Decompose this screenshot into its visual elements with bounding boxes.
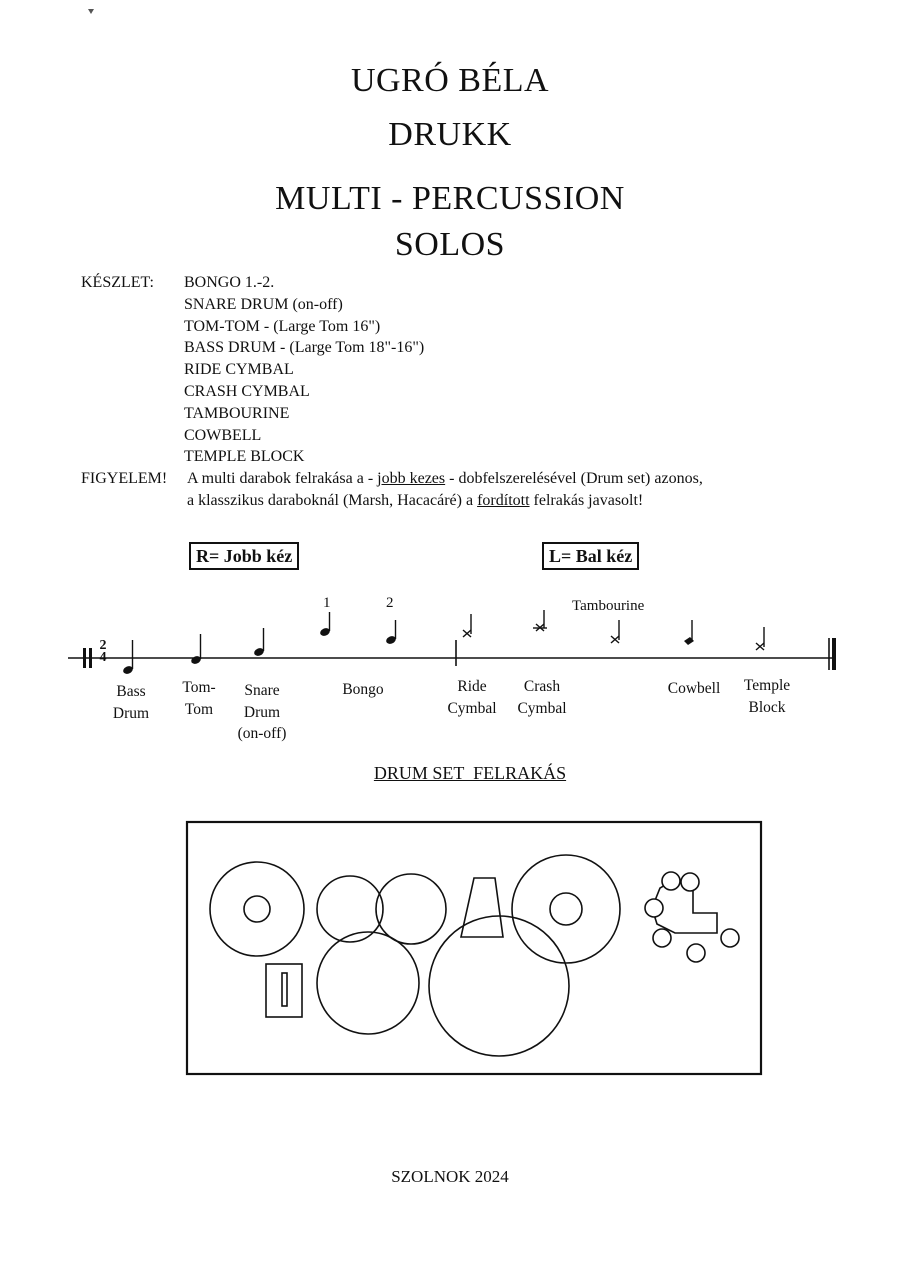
- diagram-frame: [187, 822, 761, 1074]
- subtitle-line-2: SOLOS: [394, 226, 506, 263]
- note-text: - dobfelszerelésével (Drum set) azonos,: [445, 470, 703, 487]
- snare-stand-shape: [266, 964, 302, 1017]
- note-temple-block: [756, 627, 764, 650]
- bongo-number-2: 2: [386, 595, 394, 611]
- note-text: felrakás javasolt!: [529, 492, 644, 509]
- crash-cymbal-bell-shape: [550, 893, 582, 925]
- label-bongo: Bongo: [342, 681, 384, 698]
- composer-name: UGRÓ BÉLA: [350, 62, 550, 99]
- bongo-2-shape: [376, 874, 446, 944]
- ride-cymbal-shape: [210, 862, 304, 956]
- tambourine-jingle: [687, 944, 705, 962]
- bongo-number-1: 1: [323, 595, 331, 611]
- note-bongo-2: [385, 620, 397, 645]
- setup-label: KÉSZLET:: [81, 274, 154, 291]
- note-label: FIGYELEM!: [81, 470, 168, 487]
- label-crash-cymbal: Crash Cymbal: [517, 678, 567, 717]
- percussion-staff: [0, 590, 900, 680]
- note-line-2: [187, 490, 643, 512]
- drum-set-heading: DRUM SET FELRAKÁS: [373, 763, 567, 783]
- subtitle-line-1: MULTI - PERCUSSION: [275, 180, 625, 217]
- time-signature-bottom: 4: [99, 650, 107, 665]
- tambourine-jingle: [721, 929, 739, 947]
- note-tom-tom: [190, 634, 202, 665]
- tambourine-jingle: [662, 872, 680, 890]
- tambourine-jingle: [645, 899, 663, 917]
- setup-item: TAMBOURINE: [184, 404, 290, 422]
- crash-cymbal-shape: [512, 855, 620, 963]
- setup-item: BONGO 1.-2.: [184, 274, 275, 291]
- note-bongo-1: [319, 612, 331, 637]
- note-snare-drum: [253, 628, 265, 657]
- tambourine-jingle: [681, 873, 699, 891]
- ride-cymbal-bell-shape: [244, 896, 270, 922]
- snare-slot-shape: [282, 973, 287, 1006]
- cowbell-shape: [461, 878, 503, 937]
- piece-title: DRUKK: [388, 116, 512, 153]
- tambourine-jingle: [653, 929, 671, 947]
- note-emphasis: jobb kezes: [377, 470, 446, 487]
- tambourine-label: Tambourine: [572, 598, 645, 614]
- note-cowbell: [684, 620, 694, 645]
- note-emphasis: fordított: [477, 492, 530, 509]
- note-crash-cymbal: [533, 610, 547, 631]
- drum-set-diagram: [185, 820, 765, 1078]
- label-ride-cymbal: Ride Cymbal: [447, 678, 497, 717]
- setup-item: TOM-TOM - (Large Tom 16"): [184, 317, 381, 335]
- tom-tom-shape: [317, 932, 419, 1034]
- label-snare-drum: Snare Drum (on-off): [237, 682, 287, 742]
- left-hand-box: L= Bal kéz: [542, 542, 639, 570]
- setup-item: BASS DRUM - (Large Tom 18"-16"): [184, 339, 425, 357]
- footer-place-date: SZOLNOK 2024: [391, 1167, 509, 1186]
- label-bass-drum: Bass Drum: [112, 683, 150, 722]
- note-line-1: [187, 468, 703, 490]
- setup-item: COWBELL: [184, 426, 262, 444]
- setup-item: TEMPLE BLOCK: [184, 448, 305, 466]
- label-cowbell: Cowbell: [667, 680, 721, 697]
- time-signature-top: 2: [99, 638, 107, 653]
- setup-item: SNARE DRUM (on-off): [184, 295, 343, 313]
- setup-list: [184, 272, 424, 468]
- note-tambourine: [611, 620, 619, 643]
- right-hand-box: R= Jobb kéz: [189, 542, 299, 570]
- note-ride-cymbal: [463, 614, 471, 637]
- note-text: a klasszikus daraboknál (Marsh, Hacacáré) a: [187, 492, 478, 509]
- time-signature: [97, 640, 109, 664]
- note-text: A multi darabok felrakása a -: [187, 470, 378, 487]
- label-temple-block: Temple Block: [743, 677, 791, 716]
- label-tom-tom: Tom- Tom: [182, 679, 216, 718]
- setup-item: CRASH CYMBAL: [184, 382, 310, 400]
- scan-mark: [88, 9, 94, 14]
- setup-item: RIDE CYMBAL: [184, 361, 294, 379]
